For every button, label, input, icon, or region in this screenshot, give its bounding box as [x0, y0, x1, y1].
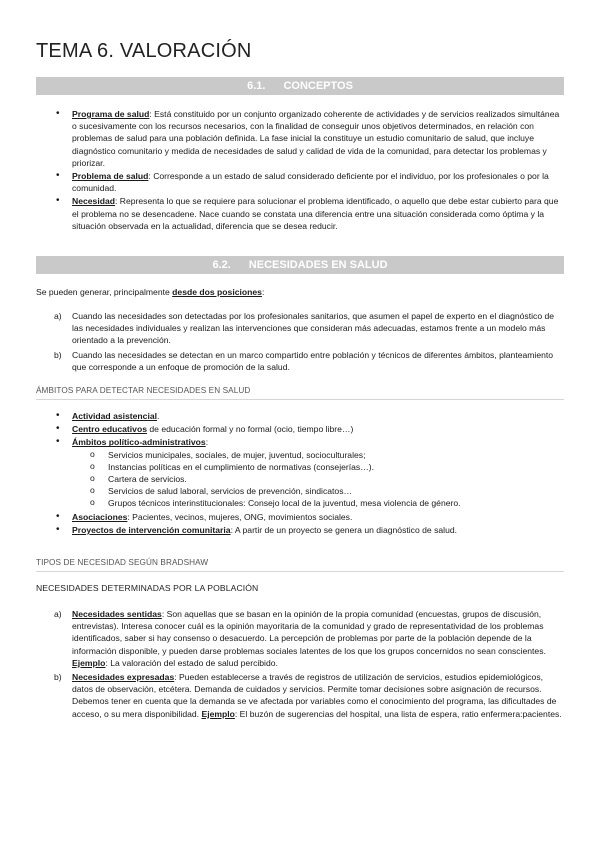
- positions-list: [36, 310, 564, 375]
- poblacion-item: [36, 671, 564, 720]
- ambito-item: [36, 423, 564, 435]
- need-text: : Son aquellas que se basan en la opinión de la propia comunidad (encuestas, grupos de discusión, entrevistas). Interesa conocer cuál es la opinión mayoritaria de la comunidad y grado de representatividad de los problemas identificados, saber si hay consenso o desacuerdo. La percepción de problemas por parte de la población depende de la información disponible, y pueden darse problemas sociales latentes de los que los grupos concernidos no sean conscientes.: [72, 609, 546, 656]
- ambito-term: Actividad asistencial: [72, 411, 158, 421]
- concept-term: Problema de salud: [72, 171, 149, 182]
- ambito-item: [36, 436, 564, 509]
- ambito-text: : Pacientes, vecinos, mujeres, ONG, movimientos sociales.: [127, 511, 353, 522]
- position-text: Cuando las necesidades son detectadas por los profesionales sanitarios, que asumen el papel de experto en el diagnóstico de las necesidades individuales y realizan las intervenciones que consideran más adecuadas, estamos frente a un modelo más orientado a la prevención.: [72, 311, 555, 346]
- page-title: TEMA 6. VALORACIÓN: [36, 40, 252, 62]
- ambito-subitem: o Grupos técnicos interinstitucionales: Consejo local de la juventud, mesa violencia de género.: [72, 497, 564, 509]
- position-item: [36, 349, 564, 373]
- concepts-list: [36, 108, 564, 233]
- example-label: Ejemplo: [72, 657, 106, 668]
- ambito-subitem: o Cartera de servicios.: [72, 473, 564, 485]
- concept-term: Necesidad: [72, 196, 115, 207]
- need-term: Necesidades expresadas: [72, 672, 175, 683]
- ambito-item: [36, 511, 564, 523]
- need-term: Necesidades sentidas: [72, 609, 162, 619]
- poblacion-heading: NECESIDADES DETERMINADAS POR LA POBLACIÓN: [36, 583, 259, 593]
- ambito-text: .: [157, 411, 160, 421]
- example-label: Ejemplo: [201, 708, 235, 719]
- intro-text: Se pueden generar, principalmente: [36, 287, 173, 297]
- concept-text: : Representa lo que se requiere para solucionar el problema identificado, o aquello que debe estar cubierto para que el problema no se desencadene. Nace cuando se constata una diferencia entre una situación considerada como óptima y la situación observada en la actualidad, diferencia que se desea reducir.: [72, 196, 559, 231]
- list-marker: a): [54, 311, 62, 321]
- example-text: : El buzón de sugerencias del hospital, una lista de espera, ratio enfermera:pacientes.: [234, 708, 562, 719]
- intro-emphasis: desde dos posiciones: [172, 287, 262, 297]
- ambito-term: Asociaciones: [72, 511, 128, 522]
- section-label: NECESIDADES EN SALUD: [248, 259, 388, 271]
- concept-text: : Está constituido por un conjunto organizado coherente de actividades y de servicios realizados simultánea o sucesivamente con los recursos necesarios, con la finalidad de conseguir unos objetivos determinados, en relación con problemas de salud para una población definida. La fase inicial la constituye un estudio comunitario de salud, que incluye diagnóstico comunitario y medida de necesidades de salud y calidad de vida de la comunidad, para detectar los problemas y priorizar.: [72, 109, 560, 168]
- section-number: 6.2.: [212, 259, 231, 271]
- position-item: [36, 310, 564, 347]
- ambito-subitem: o Servicios municipales, sociales, de mujer, juventud, socioculturales;: [72, 449, 564, 461]
- intro-colon: :: [261, 287, 265, 297]
- poblacion-list: [36, 608, 564, 722]
- concept-text: : Corresponde a un estado de salud considerado deficiente por el individuo, por los profesionales o por la comunidad.: [72, 171, 549, 194]
- ambito-subitem: o Servicios de salud laboral, servicios de prevención, sindicatos…: [72, 485, 564, 497]
- concept-term: Programa de salud: [72, 109, 150, 119]
- ambito-term: Centro educativos: [72, 424, 147, 435]
- ambito-sublist: [72, 449, 564, 510]
- concept-item: [36, 170, 564, 194]
- divider: [36, 571, 564, 572]
- list-marker: b): [54, 672, 62, 683]
- section-number: 6.1.: [247, 80, 266, 92]
- section-header-conceptos: [36, 77, 564, 95]
- ambitos-heading: ÁMBITOS PARA DETECTAR NECESIDADES EN SALUD: [36, 386, 251, 395]
- position-text: Cuando las necesidades se detectan en un marco compartido entre población y técnicos de diferentes ámbitos, planteamiento que corresponde a un enfoque de promoción de la salud.: [72, 349, 554, 372]
- ambito-item: [36, 524, 564, 536]
- divider: [36, 399, 564, 400]
- section-label: CONCEPTOS: [283, 80, 353, 92]
- ambitos-list: [36, 410, 564, 537]
- list-marker: a): [54, 609, 62, 619]
- example-text: : La valoración del estado de salud percibido.: [105, 657, 278, 668]
- ambito-text: de educación formal y no formal (ocio, tiempo libre…): [146, 424, 354, 435]
- tipos-heading: TIPOS DE NECESIDAD SEGÚN BRADSHAW: [36, 558, 209, 567]
- ambito-item: [36, 410, 564, 422]
- poblacion-item: [36, 608, 564, 669]
- list-marker: b): [54, 349, 62, 360]
- ambito-term: Proyectos de intervención comunitaria: [72, 524, 231, 535]
- section-header-necesidades: [36, 256, 564, 274]
- concept-item: [36, 195, 564, 232]
- intro-paragraph: [36, 286, 564, 298]
- need-text: : Pueden establecerse a través de registros de utilización de servicios, estudios epidemiológicos, datos de observación, etcétera. Demanda de cuidados y servicios. Permite tomar decisiones sobre asignación de recursos. Debemos tener en cuenta que la demanda se ve afectada por variables como el conocimiento del programa, las dificultades de acceso, o su mera disponibilidad.: [72, 672, 557, 719]
- ambito-subitem: o Instancias políticas en el cumplimiento de normativas (consejerías…).: [72, 461, 564, 473]
- concept-item: [36, 108, 564, 169]
- ambito-text: : A partir de un proyecto se genera un diagnóstico de salud.: [230, 524, 458, 535]
- ambito-text: :: [205, 437, 209, 448]
- ambito-term: Ámbitos político-administrativos: [72, 437, 206, 448]
